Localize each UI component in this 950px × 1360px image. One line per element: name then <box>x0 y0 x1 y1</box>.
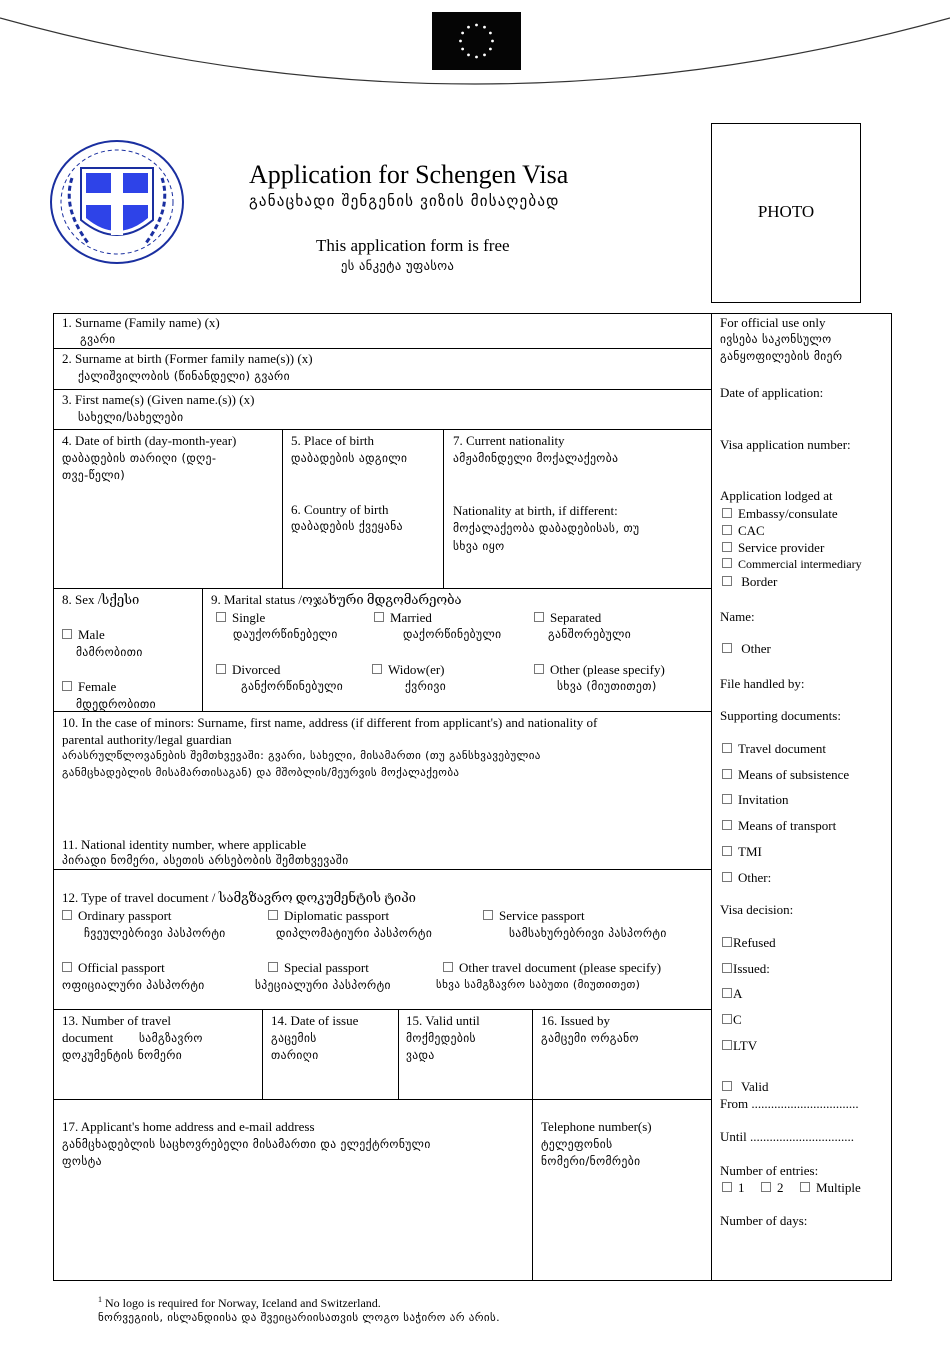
number-of-entries-label: Number of entries: <box>720 1163 819 1178</box>
commercial-checkbox[interactable] <box>722 558 732 568</box>
footnote: $^1$ No logo is required for Norway, Iceland and Switzerland. <box>98 1295 381 1310</box>
tmi-checkbox[interactable] <box>722 846 732 856</box>
border-checkbox[interactable] <box>722 576 732 586</box>
support-transport-option[interactable]: Means of transport <box>722 817 836 834</box>
place-of-birth-label: 5. Place of birth <box>291 433 375 448</box>
sex-female-option[interactable]: Female <box>62 678 116 695</box>
place-of-birth-label-ka: დაბადების ადგილი <box>291 451 408 465</box>
nationality-at-birth-label-ka: მოქალაქეობა დაბადებისას, თუ <box>453 521 640 535</box>
lodged-service-provider-option[interactable]: Service provider <box>722 539 824 556</box>
marital-single-option[interactable]: Single <box>216 609 265 626</box>
widow-checkbox[interactable] <box>372 664 382 674</box>
first-name-label: 3. First name(s) (Given name.(s)) (x) <box>62 392 255 407</box>
footnote-ka: ნორვეგიის, ისლანდიისა და შვეიცარიისათვის ლოგო საჭირო არ არის. <box>98 1311 501 1324</box>
lodged-embassy-option[interactable]: Embassy/consulate <box>722 505 838 522</box>
ltv-checkbox[interactable] <box>722 1040 732 1050</box>
marital-widow-option[interactable]: Widow(er) <box>372 661 445 678</box>
country-of-birth-label-ka: დაბადების ქვეყანა <box>291 519 403 533</box>
date-of-birth-field[interactable] <box>54 490 281 587</box>
diplomatic-passport-option[interactable]: Diplomatic passport <box>268 907 389 924</box>
free-note-ka: ეს ანკეტა უფასოა <box>341 258 455 273</box>
travel-doc-number-label: 13. Number of travel <box>62 1013 172 1028</box>
entries-options: 1 2 Multiple <box>722 1179 861 1196</box>
official-name-label: Name: <box>720 609 755 624</box>
home-address-field[interactable] <box>54 1175 531 1279</box>
travel-doc-number-field[interactable] <box>54 1066 261 1098</box>
travel-document-checkbox[interactable] <box>722 743 732 753</box>
current-nationality-label-ka: ამჟამინდელი მოქალაქეობა <box>453 451 619 465</box>
sex-label: 8. Sex /სქესი <box>62 592 140 607</box>
special-passport-option[interactable]: Special passport <box>268 959 369 976</box>
country-of-birth-field[interactable] <box>283 540 442 587</box>
c-checkbox[interactable] <box>722 1014 732 1024</box>
support-invitation-option[interactable]: Invitation <box>722 791 789 808</box>
lodged-cac-option[interactable]: CAC <box>722 522 765 539</box>
valid-until-official-label: Until ................................ <box>720 1129 854 1144</box>
entries-multiple-checkbox[interactable] <box>800 1182 810 1192</box>
issued-checkbox[interactable] <box>722 963 732 973</box>
decision-a-option[interactable]: A <box>722 985 742 1002</box>
lodged-commercial-option[interactable]: Commercial intermediary <box>722 556 862 573</box>
valid-until-field[interactable] <box>399 1066 531 1098</box>
valid-from-label: From ................................. <box>720 1096 859 1111</box>
lodged-other-option[interactable]: Other <box>722 640 771 657</box>
marital-status-label: 9. Marital status /ოჯახური მდგომარეობა <box>211 592 462 607</box>
other-travel-doc-checkbox[interactable] <box>443 962 453 972</box>
free-note: This application form is free <box>316 236 510 255</box>
telephone-field[interactable] <box>533 1175 710 1279</box>
surname-at-birth-label: 2. Surname at birth (Former family name(s)) (x) <box>62 351 313 366</box>
transport-checkbox[interactable] <box>722 820 732 830</box>
issued-by-field[interactable] <box>533 1050 710 1098</box>
greek-coat-of-arms-logo <box>48 138 186 266</box>
subsistence-checkbox[interactable] <box>722 769 732 779</box>
official-passport-option[interactable]: Official passport <box>62 959 165 976</box>
minors-guardian-label-ka: არასრულწლოვანების შემთხვევაში: გვარი, სახელი, მისამართი (თუ განსხვავებულია <box>62 749 541 762</box>
date-of-issue-label: 14. Date of issue <box>271 1013 359 1028</box>
decision-issued-option[interactable]: Issued: <box>722 960 770 977</box>
minors-guardian-field[interactable] <box>54 785 710 833</box>
support-subsistence-option[interactable]: Means of subsistence <box>722 766 849 783</box>
minors-guardian-label: 10. In the case of minors: Surname, first name, address (if different from applicant's) and nationality of <box>62 715 598 730</box>
application-lodged-label: Application lodged at <box>720 488 833 503</box>
telephone-label: Telephone number(s) <box>541 1119 652 1134</box>
surname-label-ka: გვარი <box>80 332 116 346</box>
decision-refused-option[interactable]: Refused <box>722 934 776 951</box>
entries-2-checkbox[interactable] <box>761 1182 771 1192</box>
home-address-label-ka: განმცხადებლის საცხოვრებელი მისამართი და ელექტრონული <box>62 1137 431 1151</box>
ordinary-passport-option[interactable]: Ordinary passport <box>62 907 172 924</box>
nationality-at-birth-label: Nationality at birth, if different: <box>453 503 618 518</box>
current-nationality-field[interactable] <box>444 470 710 498</box>
home-address-label: 17. Applicant's home address and e-mail address <box>62 1119 315 1134</box>
issued-by-label: 16. Issued by <box>541 1013 610 1028</box>
sex-male-option[interactable]: Male <box>62 626 105 643</box>
service-passport-checkbox[interactable] <box>483 910 493 920</box>
valid-checkbox[interactable] <box>722 1081 732 1091</box>
official-passport-checkbox[interactable] <box>62 962 72 972</box>
other-marital-checkbox[interactable] <box>534 664 544 674</box>
date-of-application-label: Date of application: <box>720 385 824 400</box>
photo-label: PHOTO <box>757 202 815 221</box>
date-of-birth-label: 4. Date of birth (day-month-year) <box>62 433 237 448</box>
support-tmi-option[interactable]: TMI <box>722 843 762 860</box>
travel-doc-type-label: 12. Type of travel document / სამგზავრო დოკუმენტის ტიპი <box>62 890 416 905</box>
photo-box[interactable] <box>711 123 861 303</box>
date-of-birth-label-ka: დაბადების თარიღი (დღე- <box>62 451 217 465</box>
decision-valid-option[interactable]: Valid <box>722 1078 768 1095</box>
date-of-issue-field[interactable] <box>263 1066 397 1098</box>
decision-c-option[interactable]: C <box>722 1011 742 1028</box>
official-use-title: For official use only <box>720 315 826 330</box>
number-of-days-label: Number of days: <box>720 1213 808 1228</box>
surname-label: 1. Surname (Family name) (x) <box>62 315 220 330</box>
service-provider-checkbox[interactable] <box>722 542 732 552</box>
marital-divorced-option[interactable]: Divorced <box>216 661 280 678</box>
surname-field[interactable] <box>54 314 710 348</box>
eu-flag-logo <box>432 12 521 70</box>
a-checkbox[interactable] <box>722 988 732 998</box>
invitation-checkbox[interactable] <box>722 794 732 804</box>
valid-until-label: 15. Valid until <box>406 1013 480 1028</box>
cac-checkbox[interactable] <box>722 525 732 535</box>
country-of-birth-label: 6. Country of birth <box>291 502 389 517</box>
lodged-border-option[interactable]: Border <box>722 573 777 590</box>
separated-checkbox[interactable] <box>534 612 544 622</box>
diplomatic-passport-checkbox[interactable] <box>268 910 278 920</box>
form-title-ka: განაცხადი შენგენის ვიზის მისაღებად <box>249 192 560 210</box>
national-id-label: 11. National identity number, where applicable <box>62 837 307 852</box>
supporting-docs-label: Supporting documents: <box>720 708 841 723</box>
entries-1-checkbox[interactable] <box>722 1182 732 1192</box>
divorced-checkbox[interactable] <box>216 664 226 674</box>
first-name-field[interactable] <box>54 390 710 429</box>
marital-other-option[interactable]: Other (please specify) <box>534 661 665 678</box>
single-checkbox[interactable] <box>216 612 226 622</box>
female-checkbox[interactable] <box>62 681 72 691</box>
current-nationality-label: 7. Current nationality <box>453 433 565 448</box>
special-passport-checkbox[interactable] <box>268 962 278 972</box>
form-title: Application for Schengen Visa <box>249 160 569 189</box>
file-handled-label: File handled by: <box>720 676 805 691</box>
visa-decision-label: Visa decision: <box>720 902 794 917</box>
surname-at-birth-field[interactable] <box>54 349 710 389</box>
embassy-checkbox[interactable] <box>722 508 732 518</box>
marital-married-option[interactable]: Married <box>374 609 432 626</box>
other-travel-doc-option[interactable]: Other travel document (please specify) <box>443 959 661 976</box>
ordinary-passport-checkbox[interactable] <box>62 910 72 920</box>
surname-at-birth-label-ka: ქალიშვილობის (წინანდელი) გვარი <box>78 369 290 383</box>
support-travel-doc-option[interactable]: Travel document <box>722 740 826 757</box>
place-of-birth-field[interactable] <box>283 470 442 498</box>
male-checkbox[interactable] <box>62 629 72 639</box>
other-lodged-checkbox[interactable] <box>722 643 732 653</box>
support-other-option[interactable]: Other: <box>722 869 771 886</box>
marital-separated-option[interactable]: Separated <box>534 609 601 626</box>
married-checkbox[interactable] <box>374 612 384 622</box>
refused-checkbox[interactable] <box>722 937 732 947</box>
decision-ltv-option[interactable]: LTV <box>722 1037 757 1054</box>
other-support-checkbox[interactable] <box>722 872 732 882</box>
service-passport-option[interactable]: Service passport <box>483 907 585 924</box>
first-name-label-ka: სახელი/სახელები <box>78 410 184 424</box>
visa-application-number-label: Visa application number: <box>720 437 851 452</box>
national-id-label-ka: პირადი ნომერი, ასეთის არსებობის შემთხვევაში <box>62 853 349 867</box>
